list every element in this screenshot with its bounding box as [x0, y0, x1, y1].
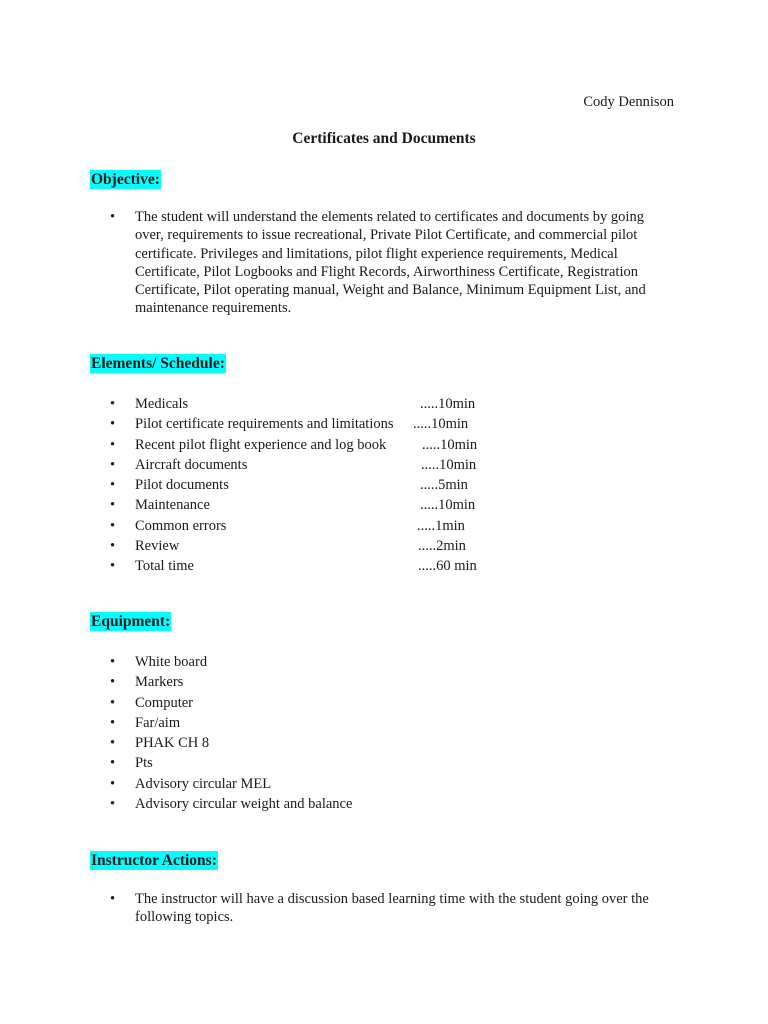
schedule-item-time: .....10min	[420, 497, 476, 514]
bullet-icon: •	[110, 517, 116, 534]
schedule-item	[90, 394, 476, 414]
bullet-icon: •	[110, 497, 116, 514]
schedule-item-label: Maintenance	[135, 497, 210, 514]
equipment-list	[90, 652, 352, 814]
bullet-icon: •	[110, 891, 116, 907]
list-item	[90, 794, 352, 814]
bullet-icon: •	[110, 477, 116, 494]
schedule-item-time: .....10min	[420, 396, 476, 412]
equipment-item: White board	[135, 654, 208, 670]
bullet-icon: •	[110, 416, 116, 433]
schedule-item	[90, 455, 477, 475]
instructor-actions-list	[90, 890, 675, 927]
schedule-item-time: .....60 min	[418, 558, 477, 575]
schedule-item-label: Pilot certificate requirements and limitations	[135, 416, 394, 433]
bullet-icon: •	[110, 775, 116, 792]
schedule-item-label: Total time	[135, 558, 194, 575]
bullet-icon: •	[110, 396, 116, 412]
bullet-icon: •	[110, 755, 116, 772]
objective-heading: Objective:	[91, 171, 160, 188]
schedule-item	[90, 414, 469, 434]
bullet-icon: •	[110, 456, 116, 473]
schedule-item-label: Pilot documents	[135, 477, 229, 494]
schedule-item	[90, 536, 466, 556]
list-item	[90, 753, 352, 773]
author-name: Cody Dennison	[583, 94, 674, 110]
list-item	[90, 774, 352, 794]
equipment-item: PHAK CH 8	[135, 735, 210, 752]
schedule-item-label: Aircraft documents	[135, 456, 248, 473]
document-title: Certificates and Documents	[292, 130, 476, 147]
schedule-item-time: .....10min	[413, 416, 469, 433]
bullet-icon: •	[110, 796, 116, 813]
schedule-item-label: Common errors	[135, 517, 227, 534]
schedule-item-time: .....2min	[418, 538, 466, 555]
schedule-item	[90, 556, 477, 576]
list-item	[90, 672, 352, 692]
schedule-item-time: .....5min	[420, 477, 468, 494]
bullet-icon: •	[110, 538, 116, 555]
list-item	[90, 652, 352, 672]
equipment-item: Advisory circular weight and balance	[135, 796, 353, 813]
list-item	[90, 208, 675, 318]
equipment-item: Computer	[135, 694, 193, 711]
bullet-icon: •	[110, 714, 116, 731]
schedule-item	[90, 435, 478, 455]
bullet-icon: •	[110, 654, 116, 670]
equipment-item: Advisory circular MEL	[135, 775, 272, 792]
schedule-item-label: Medicals	[135, 396, 189, 412]
objective-text: The student will understand the elements related to certificates and documents by going over, requirements to issue recreational, Private Pilot Certificate, and commercial pilot certificate. Privileges and limitations, pilot flight experience requirements, Medical Certificate, Pilot Logbooks and Flight Records, Airworthiness Certificate, Registration Certificate, Pilot operating manual, Weight and Balance, Minimum Equipment List, and maintenance requirements.	[135, 209, 646, 317]
list-item	[90, 713, 352, 733]
objective-list	[90, 208, 675, 318]
schedule-item	[90, 516, 465, 536]
schedule-heading: Elements/ Schedule:	[91, 355, 225, 372]
bullet-icon: •	[110, 209, 116, 225]
equipment-item: Pts	[135, 755, 153, 772]
equipment-heading: Equipment:	[91, 613, 171, 630]
bullet-icon: •	[110, 735, 116, 752]
equipment-item: Far/aim	[135, 714, 181, 731]
instructor-action-text: The instructor will have a discussion based learning time with the student going over the following topics.	[135, 891, 649, 926]
bullet-icon: •	[110, 558, 116, 575]
schedule-item-label: Recent pilot flight experience and log book	[135, 436, 387, 453]
list-item	[90, 693, 352, 713]
schedule-item	[90, 495, 476, 515]
schedule-item	[90, 475, 468, 495]
schedule-item-time: .....10min	[421, 456, 477, 473]
list-item	[90, 890, 675, 927]
bullet-icon: •	[110, 674, 116, 691]
schedule-item-time: .....1min	[417, 517, 465, 534]
list-item	[90, 733, 352, 753]
schedule-list	[90, 394, 478, 577]
bullet-icon: •	[110, 436, 116, 453]
schedule-item-time: .....10min	[422, 436, 478, 453]
instructor-actions-heading: Instructor Actions:	[91, 852, 217, 869]
schedule-item-label: Review	[135, 538, 180, 555]
bullet-icon: •	[110, 694, 116, 711]
equipment-item: Markers	[135, 674, 184, 691]
